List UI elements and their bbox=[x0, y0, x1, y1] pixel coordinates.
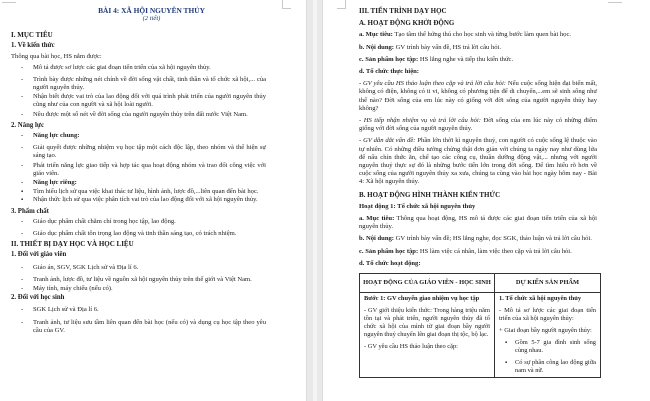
list-item: - Nêu được một số nét về đời sống của người nguyên thủy trên đất nước Việt Nam. bbox=[33, 111, 266, 119]
cell-heading: 1. Tổ chức xã hội nguyên thủy bbox=[499, 295, 582, 303]
list-item: - Phát triển năng lực giao tiếp và hợp tác qua hoạt động nhóm và trao đổi công việc với giáo viên. bbox=[33, 162, 266, 178]
organization-label: d. Tổ chức hoạt động: bbox=[359, 259, 421, 267]
teacher-materials-list bbox=[11, 264, 266, 294]
expected-product-cell bbox=[495, 293, 601, 378]
document-page-left bbox=[0, 0, 306, 401]
list-item: - Tranh ảnh, lược đồ, tư liệu về nguồn xã hội nguyên thủy trên thế giới và Việt Nam. bbox=[33, 276, 266, 284]
list-item: - Nhận biết được vai trò của lao động đối với quá trình phát triển của người nguyên thủy cũng như của con người và xã hội loài người. bbox=[33, 93, 266, 109]
list-item: ▪ Nhận thức lịch sử qua việc phân tích vai trò của lao động đối với xã hội nguyên thủy. bbox=[33, 196, 266, 204]
list-item: ▪ Gồm 5-7 gia đình sinh sống cùng nhau. bbox=[515, 339, 596, 355]
part-heading: A. HOẠT ĐỘNG KHỞI ĐỘNG bbox=[359, 19, 455, 28]
cell-paragraph: + Giai đoạn bầy người nguyên thủy: bbox=[499, 327, 592, 335]
page-corner-mark bbox=[608, 2, 622, 11]
product-paragraph: c. Sản phẩm học tập: HS lắng nghe và tiếp thu kiến thức. bbox=[359, 55, 514, 63]
content-paragraph: b. Nội dung: GV trình bày vấn đề; HS lắng nghe, đọc SGK, thảo luận và trả lời câu hỏi. bbox=[359, 235, 592, 243]
list-item: - Trình bày được những nét chính về đời sống vật chất, tinh thần và tổ chức xã hội,... của người nguyên thủy. bbox=[33, 76, 266, 92]
cell-paragraph: - Mô tả sơ lược các giai đoạn tiến triển của xã hội nguyên thủy: bbox=[499, 307, 596, 323]
subsection-heading: 3. Phẩm chất bbox=[11, 207, 49, 215]
table-row bbox=[360, 293, 601, 378]
step-heading: Bước 1: GV chuyển giao nhiệm vụ học tập bbox=[364, 295, 480, 303]
page-corner-mark bbox=[282, 0, 291, 9]
subsection-heading: 1. Về kiến thức bbox=[11, 42, 55, 50]
list-item: - Giáo dục phẩm chất chăm chỉ trong học tập, lao động. bbox=[33, 218, 266, 226]
activity-heading: Hoạt động 1: Tổ chức xã hội nguyên thủy bbox=[359, 202, 476, 210]
activity-table bbox=[359, 273, 601, 378]
table-header: HOẠT ĐỘNG CỦA GIÁO VIÊN - HỌC SINH bbox=[360, 274, 495, 293]
page-gutter bbox=[306, 0, 323, 401]
lesson-title: BÀI 4: XÃ HỘI NGUYÊN THỦY bbox=[98, 6, 205, 15]
list-item: - Máy tính, máy chiếu (nếu có). bbox=[33, 285, 266, 293]
cell-paragraph: - GV giới thiệu kiến thức: Trong hàng triệu năm tồn tại và phát triển, người nguyên thủy đã tổ chức xã hội của mình từ giai đoạn bầy người nguyên thuỷ chuyển lên giai đoạn thị tộc, bộ lạc. bbox=[364, 307, 490, 339]
subsection-heading: 1. Đối với giáo viên bbox=[11, 251, 67, 259]
list-item: - Giải quyết được những nhiệm vụ học tập một cách độc lập, theo nhóm và thể hiện sự sáng tạo. bbox=[33, 144, 266, 160]
activity-paragraph: - GV yêu cầu HS thảo luận theo cặp và trả lời câu hỏi: Nếu cuộc sống hiện đại biến mất, không có điện, không có ti vi, không có phương tiện để di chuyển,...em sẽ sinh sống như thế nào? Đời sống của em lúc này có giống với đời sống của người nguyên thủy hay không? bbox=[359, 80, 597, 112]
goal-paragraph: a. Mục tiêu: Tạo tâm thế hứng thú cho học sinh và từng bước làm quen bài học. bbox=[359, 31, 572, 39]
list-item: - SGK Lịch sử và Địa lí 6. bbox=[33, 306, 266, 314]
list-item: - Giáo dục phẩm chất tôn trọng lao động và tinh thần sáng tạo, có trách nhiệm. bbox=[33, 230, 266, 238]
list-label: - Năng lực riêng: bbox=[33, 179, 266, 187]
qualities-list bbox=[11, 218, 266, 238]
list-item: - Mô tả được sơ lược các giai đoạn tiến triển của xã hội nguyên thủy. bbox=[33, 64, 266, 72]
section-heading: III. TIẾN TRÌNH DẠY HỌC bbox=[359, 7, 447, 15]
page-corner-mark bbox=[337, 0, 346, 9]
list-item: ▪ Tìm hiểu lịch sử qua việc khai thác tư liệu, hình ảnh, lược đồ,...liên quan đến bài học. bbox=[33, 188, 266, 196]
activity-paragraph: - HS tiếp nhận nhiệm vụ và trả lời câu hỏi: Đời sống của em lúc này có những điểm giống với đời sống của người nguyên thủy. bbox=[359, 117, 597, 133]
student-materials-list bbox=[11, 306, 266, 335]
activity-paragraph: - GV dẫn dắt vấn đề: Phần lớn thời kì nguyên thuỷ, con người có cuộc sống lệ thuộc vào tự nhiên. Có những điều tưởng chừng thật đơn giản với chúng ta ngày nay như dùng lửa để nấu chín thức ăn, chế tạo các công cụ, thuần dưỡng động vật,... nhưng với người nguyên thuỷ thực sự đó là những bước tiến lớn trong đời sống. Để tìm hiểu rõ hơn về cuộc sống của người nguyên thủy xa xưa, chúng ta cùng vào bài học ngày hôm nay - Bài 4: Xã hội nguyên thủy. bbox=[359, 137, 597, 186]
part-heading: B. HOẠT ĐỘNG HÌNH THÀNH KIẾN THỨC bbox=[359, 190, 501, 199]
intro-text: Thông qua bài học, HS nắm được: bbox=[11, 53, 102, 61]
list-item: ▪ Có sự phân công lao động giữa nam và nữ. bbox=[515, 359, 596, 375]
document-page-right bbox=[323, 0, 650, 401]
list-item: - Tranh ảnh, tư liệu sưu tầm liên quan đến bài học (nếu có) và dụng cụ học tập theo yêu cầu của GV. bbox=[33, 319, 266, 335]
page-divider bbox=[313, 0, 317, 401]
product-paragraph: c. Sản phẩm học tập: HS làm việc cá nhân, làm việc theo cặp và trả lời câu hỏi. bbox=[359, 247, 572, 255]
knowledge-list bbox=[11, 64, 266, 119]
section-heading: I. MỤC TIÊU bbox=[11, 31, 53, 39]
list-label: - Năng lực chung: bbox=[33, 132, 266, 140]
subsection-heading: 2. Đối với học sinh bbox=[11, 294, 65, 302]
content-paragraph: b. Nội dung: GV trình bày vấn đề, HS trả lời câu hỏi. bbox=[359, 43, 502, 51]
competence-list bbox=[11, 132, 266, 187]
section-heading: II. THIẾT BỊ DẠY HỌC VÀ HỌC LIỆU bbox=[11, 240, 134, 249]
organization-label: d. Tổ chức thực hiện: bbox=[359, 68, 419, 76]
list-item: - Giáo án, SGV, SGK Lịch sử và Địa lí 6. bbox=[33, 264, 266, 272]
goal-paragraph: a. Mục tiêu: Thông qua hoạt động, HS mô tả được các giai đoạn tiến triển của xã hội nguyên thủy. bbox=[359, 215, 597, 231]
subsection-heading: 2. Năng lực bbox=[11, 121, 44, 129]
teacher-student-cell bbox=[360, 293, 495, 378]
lesson-duration: (2 tiết) bbox=[142, 15, 161, 22]
specific-competence-list bbox=[11, 188, 266, 204]
table-header: DỰ KIẾN SẢN PHẨM bbox=[495, 274, 601, 293]
cell-paragraph: - GV yêu cầu HS thảo luận theo cặp: bbox=[364, 343, 458, 351]
cell-bullet-list bbox=[499, 339, 596, 375]
